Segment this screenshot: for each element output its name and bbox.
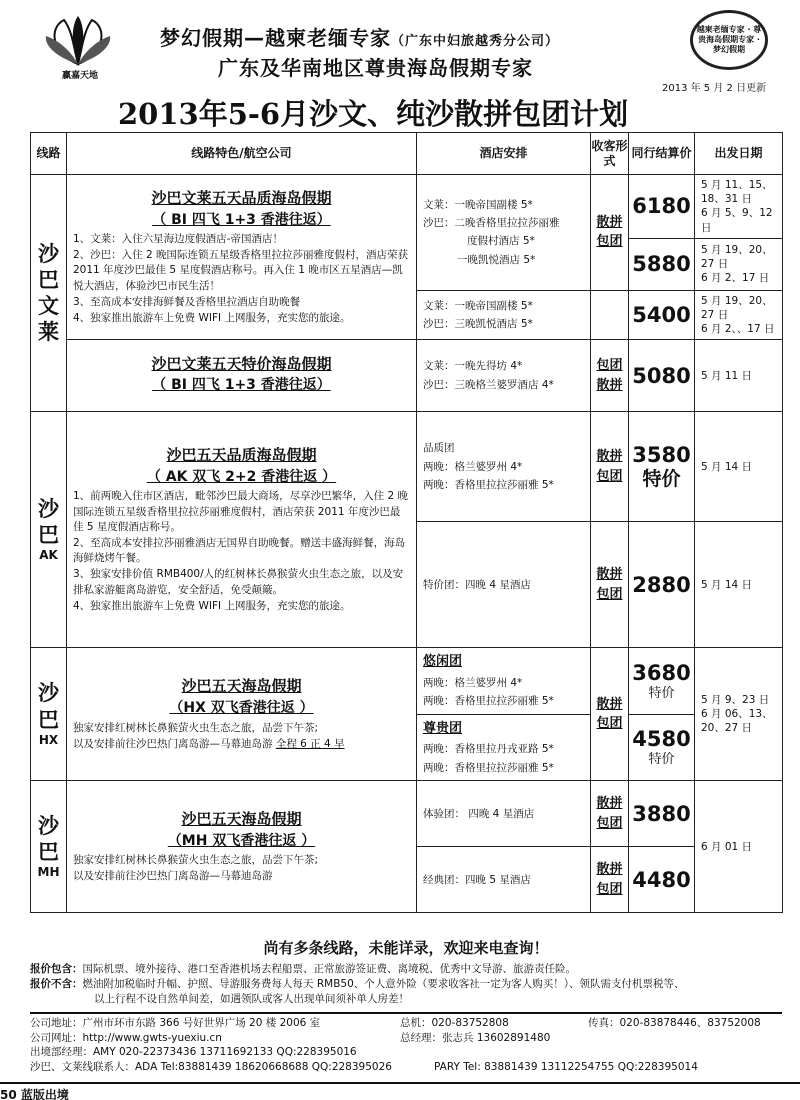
hotel-line: 沙巴：三晚格兰婆罗酒店 4* [423, 378, 554, 391]
route-code: AK [39, 548, 58, 563]
date-cell: 5 月 11、15、18、31 日 6 月 5、9、12 日 [695, 175, 783, 239]
feature-line: 以及安排前往沙巴热门离岛游—马幕迪岛游 全程 6 正 4 早 [73, 737, 345, 750]
hotel-cell [417, 290, 591, 340]
feature-line: 3、至高成本安排海鲜餐及香格里拉酒店自助晚餐 [73, 295, 301, 308]
price-cell: 2880 [629, 522, 695, 648]
feature-line: 独家安排红树林长鼻猴萤火虫生态之旅，品尝下午茶; [73, 721, 319, 734]
hotel-line: 两晚：香格里拉丹戎亚路 5* [423, 743, 554, 756]
price-excludes-cont: 以上行程不设自然单间差，如遇领队或客人出现单间须补单人房差！ [94, 993, 409, 1006]
hotel-line: 两晚：香格里拉拉莎丽雅 5* [423, 695, 554, 708]
feature-cell [67, 412, 417, 648]
hotel-line: 文莱：一晚先得坊 4* [423, 360, 523, 373]
collect-cell: 散拼 包团 [591, 522, 629, 648]
hotel-cell [417, 175, 591, 291]
hotel-cell [417, 522, 591, 648]
collect-cell: 散拼 包团 [591, 847, 629, 913]
price-notes [30, 937, 782, 1008]
hotel-line: 文莱：一晚帝国副楼 5* [423, 299, 533, 312]
feature-cell [67, 648, 417, 781]
group-name: 悠闲团 [423, 654, 463, 670]
feature-line: 4、独家推出旅游车上免费 WIFI 上网服务，充实您的旅途。 [73, 599, 351, 612]
product-title: 沙巴五天海岛假期 [181, 809, 302, 828]
product-subtitle: （MH 双飞香港往返 ） [167, 832, 316, 849]
price-cell: 6180 [629, 175, 695, 239]
header-features: 线路特色/航空公司 [67, 133, 417, 175]
hotel-cell [417, 340, 591, 412]
page-number: 50 蓝版出境 [0, 1082, 800, 1100]
contact-row: 公司网址：http://www.gwts-yuexiu.cn 总经理：张志兵 13602891480 [30, 1031, 551, 1044]
more-routes-notice: 尚有多条线路，未能详录，欢迎来电查询！ [263, 939, 549, 957]
date-cell: 5 月 14 日 [695, 412, 783, 522]
collect-cell: 散拼 包团 [591, 648, 629, 781]
hotel-line: 两晚：香格里拉拉莎丽雅 5* [423, 761, 554, 774]
hotel-line: 沙巴：三晚凯悦酒店 5* [423, 317, 533, 330]
contact-row: 公司地址：广州市环市东路 366 号好世界广场 20 楼 2006 室 总机：020-83752808 传真：020-83878446、83752008 [30, 1017, 761, 1029]
route-cell: 沙巴 AK [31, 412, 67, 648]
price-cell: 4580 特价 [629, 714, 695, 781]
feature-line: 2、沙巴：入住 2 晚国际连锁五星级香格里拉拉莎丽雅度假村，酒店荣获 2011 年度沙巴最佳 5 星度假酒店称号。再入住 1 晚市区五星酒店—凯悦大酒店，体验沙巴市民生活！ [73, 249, 409, 292]
price-cell: 3880 [629, 781, 695, 847]
company-branch: （广东中妇旅越秀分公司） [391, 34, 560, 49]
collect-cell: 包团 散拼 [591, 340, 629, 412]
collect-cell [591, 290, 629, 340]
route-cell: 沙巴 MH [31, 781, 67, 913]
product-title: 沙巴文莱五天品质海岛假期 [151, 188, 332, 207]
hotel-line: 度假村酒店 5* [467, 235, 535, 248]
hotel-line: 文莱：一晚帝国副楼 5* [423, 198, 533, 211]
table-row [31, 175, 783, 239]
product-title: 沙巴文莱五天特价海岛假期 [151, 354, 332, 373]
price-cell: 4480 [629, 847, 695, 913]
company-logo [42, 14, 114, 84]
hotel-cell [417, 781, 591, 847]
contact-row: 出境部经理：AMY 020-22373436 13711692133 QQ:228395016 [30, 1046, 357, 1059]
header-dates: 出发日期 [695, 133, 783, 175]
collect-cell: 散拼 包团 [591, 412, 629, 522]
feature-cell [67, 175, 417, 340]
date-cell: 5 月 9、23 日 6 月 06、13、20、27 日 [695, 648, 783, 781]
price-label: 特价 [642, 467, 681, 490]
route-code: MH [37, 865, 60, 880]
table-row [31, 412, 783, 522]
product-subtitle: （ BI 四飞 1+3 香港往返） [152, 211, 331, 228]
collect-cell: 散拼 包团 [591, 175, 629, 291]
update-date: 2013 年 5 月 2 日更新 [662, 83, 767, 94]
feature-line: 1、文莱：入住六星海边度假酒店-帝国酒店！ [73, 232, 283, 245]
group-name: 尊贵团 [423, 720, 463, 736]
hotel-line: 一晚凯悦酒店 5* [457, 253, 536, 266]
company-slogan: 广东及华南地区尊贵海岛假期专家 [218, 56, 533, 80]
hotel-line: 两晚：格兰婆罗州 4* [423, 676, 523, 689]
page-title: 2013年5-6月沙文、纯沙散拼包团计划 [118, 97, 629, 131]
hotel-line: 沙巴：二晚香格里拉拉莎丽雅 [423, 216, 560, 229]
hotel-cell [417, 714, 591, 781]
hotel-line: 品质团 [423, 442, 455, 455]
company-title: 梦幻假期—越柬老缅专家（广东中妇旅越秀分公司） [160, 26, 560, 50]
logo-text: 赢嘉天地 [61, 71, 98, 81]
contact-row: 沙巴、文莱线联系人：ADA Tel:83881439 18620668688 QQ:228395026 PARY Tel: 83881439 13112254755 QQ:228395014 [30, 1061, 698, 1074]
feature-cell [67, 340, 417, 412]
date-cell: 6 月 01 日 [695, 781, 783, 913]
date-cell: 5 月 11 日 [695, 340, 783, 412]
feature-line: 4、独家推出旅游车上免费 WIFI 上网服务，充实您的旅途。 [73, 312, 351, 325]
flower-logo-icon [42, 14, 114, 70]
hotel-line: 特价团：四晚 4 星酒店 [423, 578, 531, 591]
hotel-line: 经典团：四晚 5 星酒店 [423, 873, 531, 886]
table-row [31, 648, 783, 715]
feature-line: 独家安排红树林长鼻猴萤火虫生态之旅，品尝下午茶; [73, 854, 319, 866]
route-cell: 沙巴 HX [31, 648, 67, 781]
feature-line: 1、前两晚入住市区酒店，毗邻沙巴最大商场，尽享沙巴繁华，入住 2 晚国际连锁五星级香格里拉拉莎丽雅度假村，酒店荣获 2011 年度沙巴最佳 5 星度假酒店称号。 [73, 490, 409, 533]
date-cell: 5 月 19、20、27 日 6 月 2、17 日 [695, 238, 783, 290]
product-subtitle: （HX 双飞香港往返 ） [169, 700, 314, 717]
company-website[interactable]: 公司网址：http://www.gwts-yuexiu.cn [30, 1031, 222, 1044]
date-cell: 5 月 14 日 [695, 522, 783, 648]
feature-cell [67, 781, 417, 913]
price-cell: 5080 [629, 340, 695, 412]
price-excludes: 报价不含：燃油附加税临时升幅、护照、导游服务费每人每天 RMB50、个人意外险（要求收客社一定为客人购买！）、领队需支付机票税等、 [30, 978, 685, 991]
product-subtitle: （ BI 四飞 1+3 香港往返） [152, 377, 331, 394]
price-cell: 3580 特价 [629, 412, 695, 522]
hotel-line: 体验团： 四晚 4 星酒店 [423, 807, 535, 820]
table-row [31, 340, 783, 412]
hotel-line: 两晚：格兰婆罗州 4* [423, 460, 523, 473]
price-includes: 报价包含：国际机票、境外接待、港口至香港机场去程船票、正常旅游签证费、离境税、优秀中文导游、旅游责任险。 [30, 963, 576, 975]
feature-line: 以及安排前往沙巴热门离岛游—马幕迪岛游 [73, 870, 273, 883]
product-subtitle: （ AK 双飞 2+2 香港往返 ） [146, 469, 337, 486]
table-row [31, 781, 783, 847]
route-code: HX [38, 732, 59, 747]
header-collect: 收客形式 [591, 133, 629, 175]
brand-seal: 越柬老缅专家 · 尊贵海岛假期专家 · 梦幻假期 [690, 10, 768, 70]
hotel-line: 两晚：香格里拉拉莎丽雅 5* [423, 478, 554, 491]
date-cell: 5 月 19、20、27 日 6 月 2、、17 日 [695, 290, 783, 340]
feature-line: 3、独家安排价值 RMB400/人的红树林长鼻猴萤火虫生态之旅，以及安排私家游艇离岛游览，安全舒适，免受颠簸。 [73, 568, 404, 596]
header-hotel: 酒店安排 [417, 133, 591, 175]
contact-info [30, 1012, 782, 1075]
feature-line: 2、至高成本安排拉莎丽雅酒店无国界自助晚餐。赠送丰盛海鲜餐，海岛海鲜烧烤午餐。 [73, 537, 406, 565]
product-title: 沙巴五天海岛假期 [181, 677, 302, 696]
price-label: 特价 [648, 752, 675, 768]
page-header [0, 0, 800, 130]
hotel-cell [417, 412, 591, 522]
header-price: 同行结算价 [629, 133, 695, 175]
hotel-cell [417, 847, 591, 913]
product-title: 沙巴五天品质海岛假期 [166, 446, 317, 465]
route-cell: 沙巴文莱 [31, 175, 67, 412]
header-route: 线路 [31, 133, 67, 175]
price-cell: 3680 特价 [629, 648, 695, 715]
hotel-cell [417, 648, 591, 715]
table-header-row [31, 133, 783, 175]
collect-cell: 散拼 包团 [591, 781, 629, 847]
price-label: 特价 [648, 685, 675, 701]
price-cell: 5400 [629, 290, 695, 340]
tour-plan-table [30, 132, 783, 913]
price-cell: 5880 [629, 238, 695, 290]
